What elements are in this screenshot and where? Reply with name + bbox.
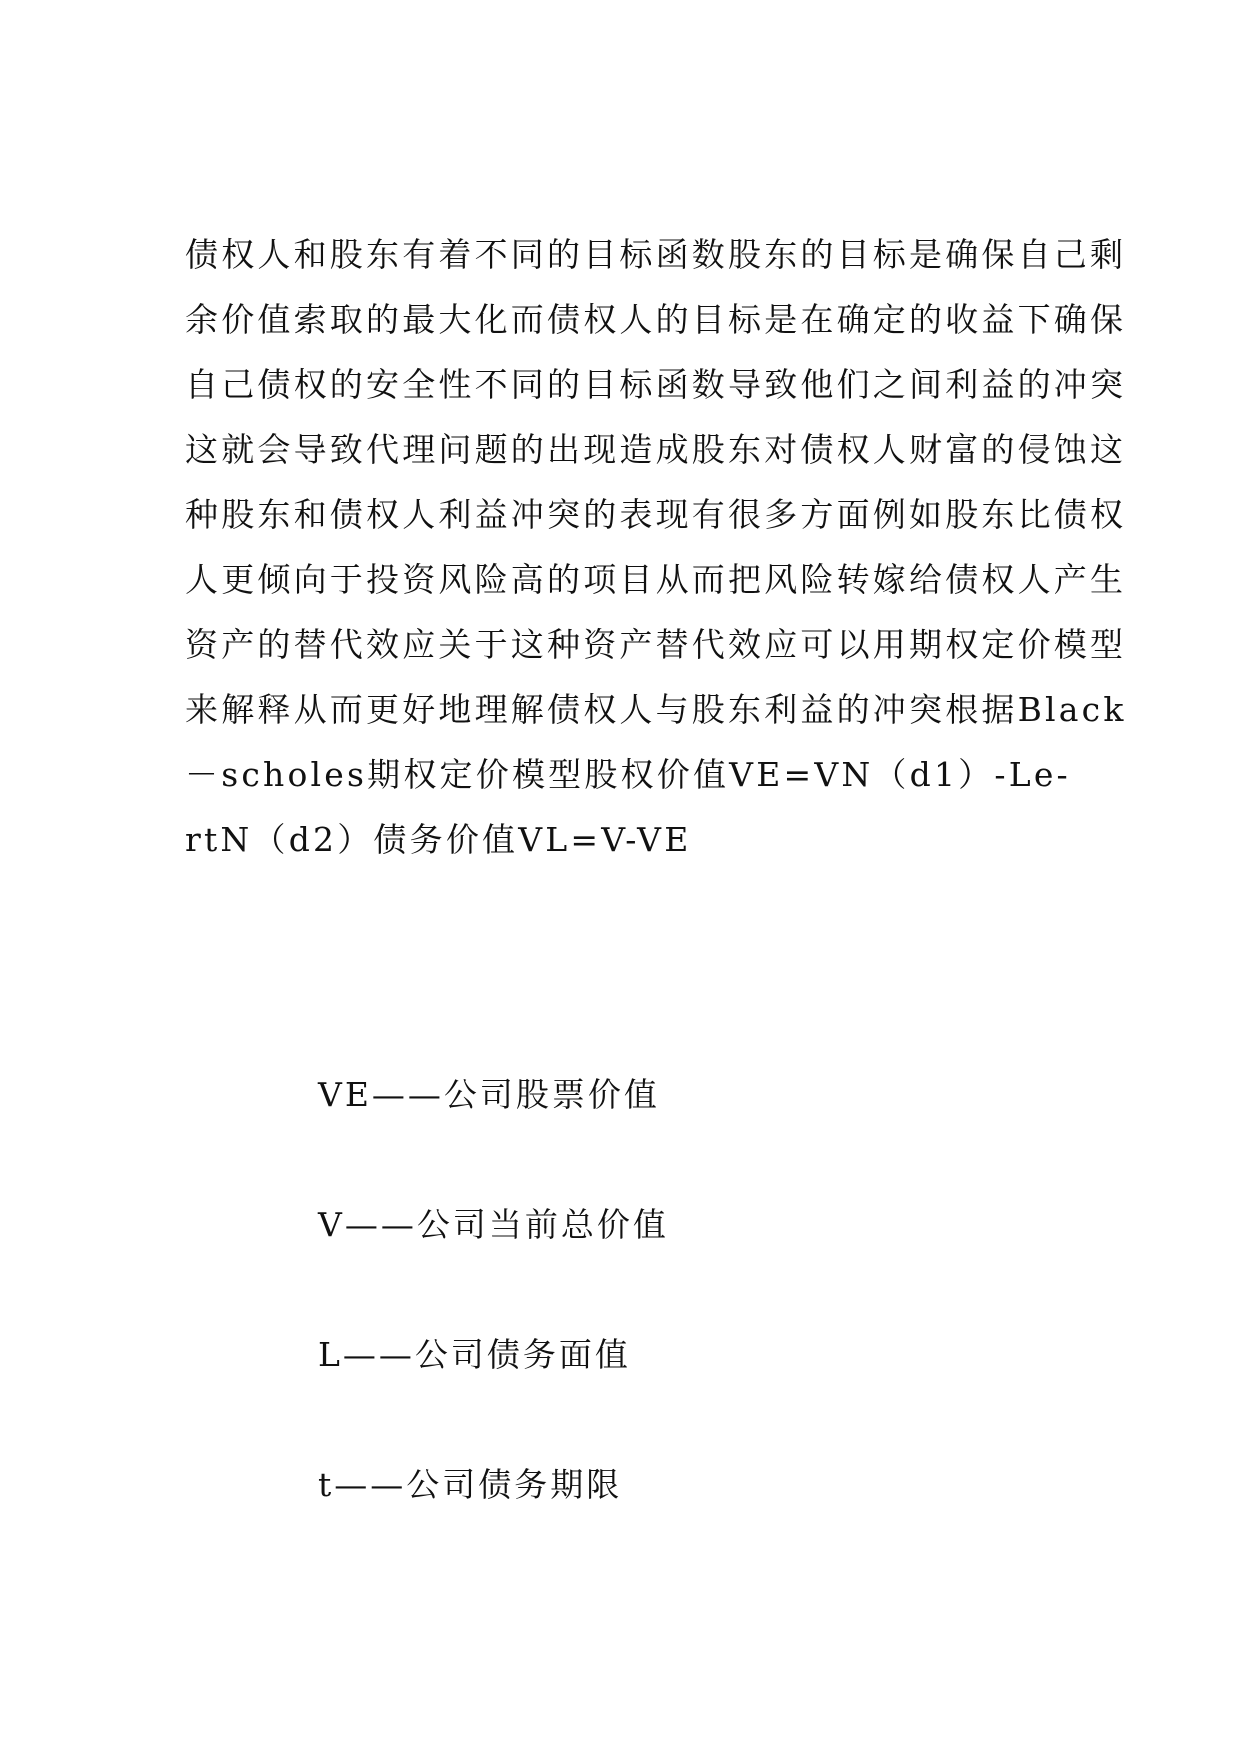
definition-t: t——公司债务期限	[318, 1465, 623, 1504]
paragraph-line: 资产的替代效应关于这种资产替代效应可以用期权定价模型	[185, 625, 1127, 664]
paragraph-line: 债权人和股东有着不同的目标函数股东的目标是确保自己剩	[185, 235, 1127, 274]
paragraph-line: 种股东和债权人利益冲突的表现有很多方面例如股东比债权	[185, 495, 1127, 534]
paragraph-line: 人更倾向于投资风险高的项目从而把风险转嫁给债权人产生	[185, 560, 1127, 599]
definition-v: V——公司当前总价值	[318, 1205, 669, 1244]
paragraph-line: 余价值索取的最大化而债权人的目标是在确定的收益下确保	[185, 300, 1127, 339]
definition-ve: VE——公司股票价值	[318, 1075, 660, 1114]
variable-definitions	[318, 1065, 1018, 1585]
paragraph-line: rtN（d2）债务价值VL=V-VE	[185, 820, 692, 859]
paragraph-line: 来解释从而更好地理解债权人与股东利益的冲突根据Black	[185, 690, 1127, 729]
body-paragraph	[185, 222, 1127, 872]
definition-l: L——公司债务面值	[318, 1335, 631, 1374]
paragraph-line: 自己债权的安全性不同的目标函数导致他们之间利益的冲突	[185, 365, 1127, 404]
paragraph-line: －scholes期权定价模型股权价值VE=VN（d1）-Le-	[185, 755, 1071, 794]
paragraph-line: 这就会导致代理问题的出现造成股东对债权人财富的侵蚀这	[185, 430, 1127, 469]
